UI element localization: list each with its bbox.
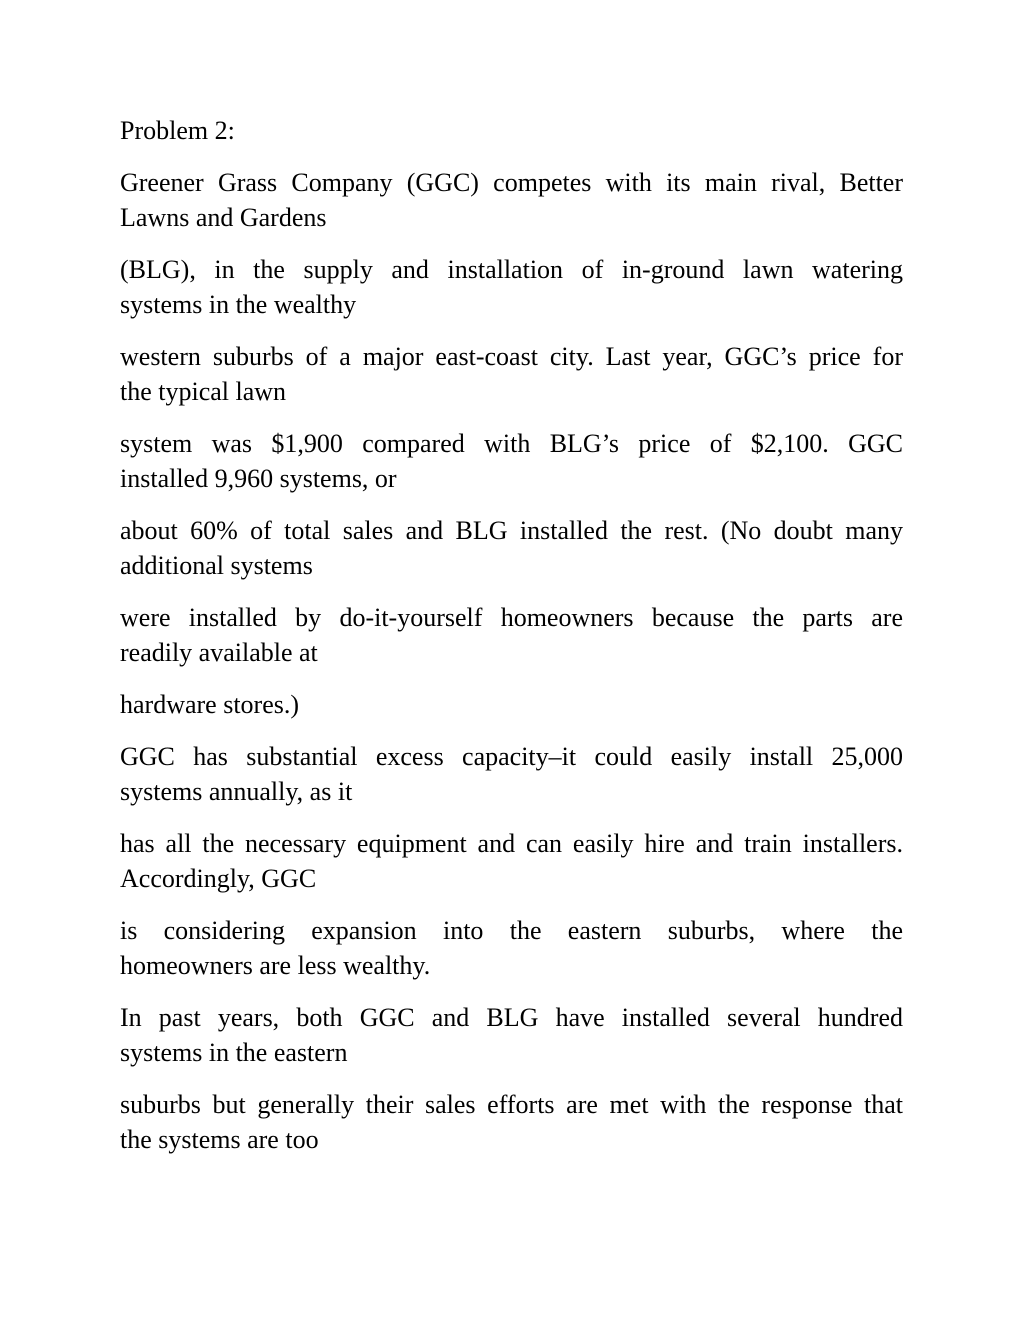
text-line: systems annually, as it — [120, 777, 353, 806]
text-line: the typical lawn — [120, 377, 287, 406]
text-line: Lawns and Gardens — [120, 203, 327, 232]
text-line: In past years, both GGC and BLG have installed several hundred — [120, 1003, 903, 1032]
text-line: is considering expansion into the eastern suburbs, where the — [120, 916, 903, 945]
paragraph — [120, 426, 903, 496]
problem-heading — [120, 113, 903, 148]
paragraph — [120, 339, 903, 409]
paragraph — [120, 165, 903, 235]
text-line: the systems are too — [120, 1125, 319, 1154]
text-line: readily available at — [120, 638, 318, 667]
text-line: systems in the wealthy — [120, 290, 357, 319]
text-line: systems in the eastern — [120, 1038, 348, 1067]
text-line: were installed by do-it-yourself homeowners because the parts are — [120, 603, 903, 632]
paragraph — [120, 252, 903, 322]
text-line: western suburbs of a major east-coast city. Last year, GGC’s price for — [120, 342, 903, 371]
text-line: system was $1,900 compared with BLG’s price of $2,100. GGC — [120, 429, 903, 458]
paragraph — [120, 687, 903, 722]
text-line: hardware stores.) — [120, 690, 300, 719]
paragraph — [120, 513, 903, 583]
paragraph — [120, 600, 903, 670]
text-line: (BLG), in the supply and installation of in-ground lawn watering — [120, 255, 903, 284]
text-line: suburbs but generally their sales efforts are met with the response that — [120, 1090, 903, 1119]
text-line: homeowners are less wealthy. — [120, 951, 431, 980]
text-line: has all the necessary equipment and can easily hire and train installers. — [120, 829, 903, 858]
text-line: installed 9,960 systems, or — [120, 464, 397, 493]
text-line: additional systems — [120, 551, 313, 580]
paragraph — [120, 739, 903, 809]
text-line: Problem 2: — [120, 116, 235, 145]
paragraph — [120, 913, 903, 983]
paragraph — [120, 1000, 903, 1070]
text-line: GGC has substantial excess capacity–it could easily install 25,000 — [120, 742, 903, 771]
text-line: about 60% of total sales and BLG installed the rest. (No doubt many — [120, 516, 903, 545]
text-line: Accordingly, GGC — [120, 864, 317, 893]
paragraph — [120, 1087, 903, 1157]
paragraph — [120, 826, 903, 896]
text-line: Greener Grass Company (GGC) competes with its main rival, Better — [120, 168, 903, 197]
